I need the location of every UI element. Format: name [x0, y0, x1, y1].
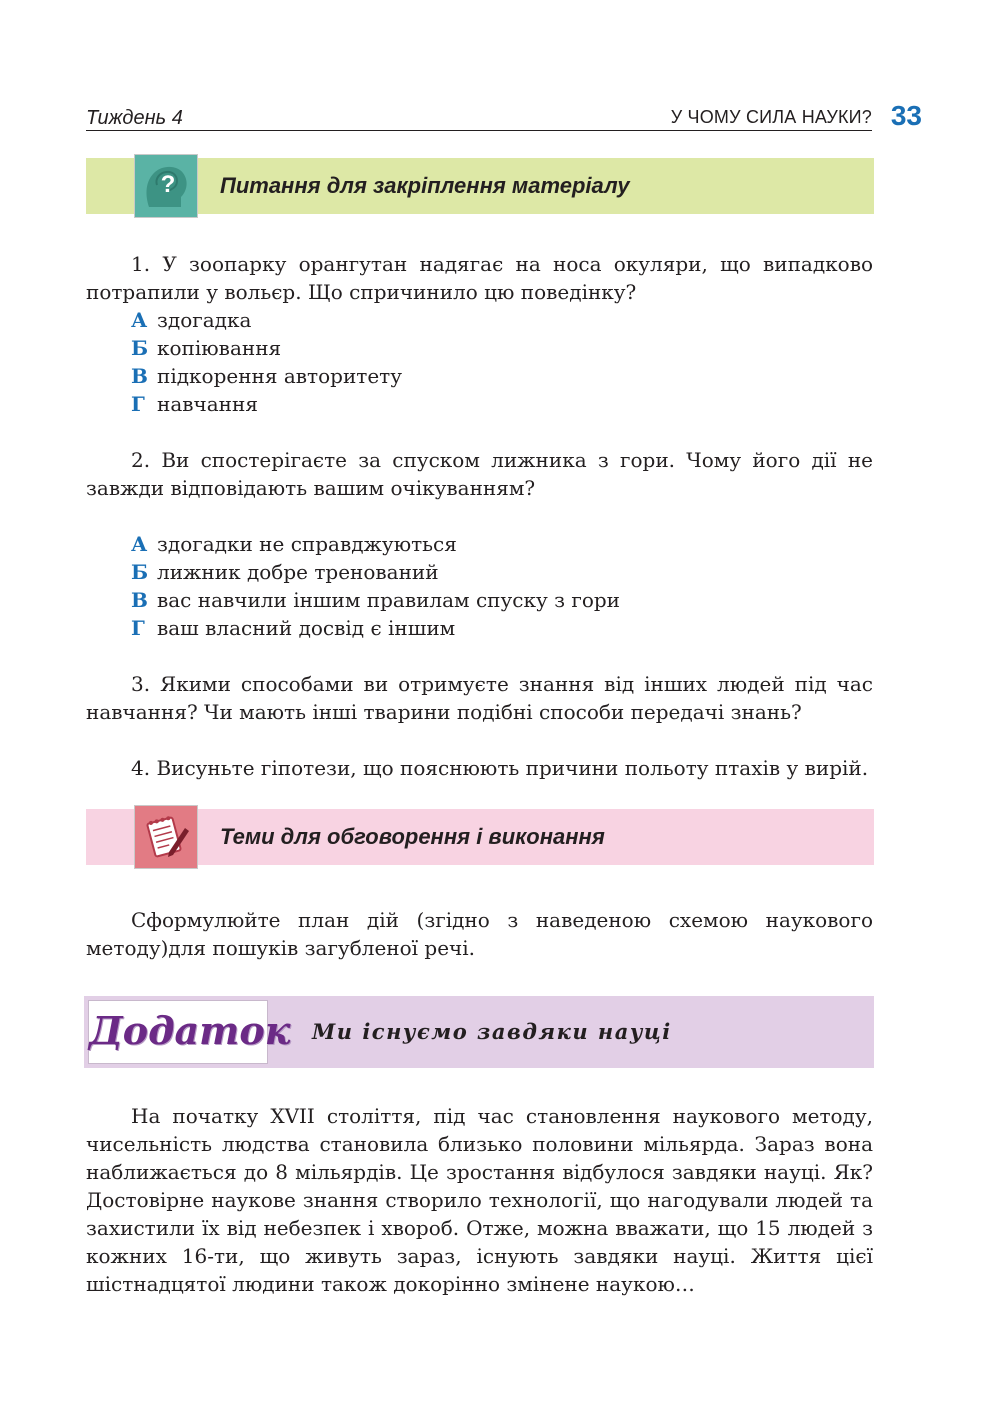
- notepad-pencil-icon: [134, 805, 198, 869]
- question-3-text: 3. Якими способами ви отримуєте знання від інших людей під час навчання? Чи мають інші тварини подібні способи передачі знань?: [86, 672, 873, 724]
- question-1-options: [131, 306, 402, 418]
- question-1-text: 1. У зоопарку орангутан надягає на носа окуляри, що випадково потрапили у вольєр. Що спричинило цю поведінку?: [86, 252, 873, 304]
- question-2-options: [131, 530, 620, 642]
- topics-banner: [86, 809, 874, 865]
- page-number: 33: [890, 100, 922, 131]
- head-question-icon: [134, 154, 198, 218]
- option: А здогадки не справджуються: [131, 532, 457, 556]
- page-header: [86, 100, 922, 140]
- topics-text: Сформулюйте план дій (згідно з наведеною схемою наукового методу)для пошуків загубленої речі.: [86, 908, 873, 960]
- questions-banner: [86, 158, 874, 214]
- option: Г ваш власний досвід є іншим: [131, 616, 456, 640]
- appendix-banner: [84, 996, 874, 1068]
- option: А здогадка: [131, 308, 252, 332]
- option: Г навчання: [131, 392, 258, 416]
- topics-banner-title: Теми для обговорення і виконання: [220, 824, 605, 849]
- question-4-text: 4. Висуньте гіпотези, що пояснюють причини польоту птахів у вирій.: [131, 756, 869, 780]
- questions-banner-title: Питання для закріплення матеріалу: [220, 173, 630, 198]
- question-2-text: 2. Ви спостерігаєте за спуском лижника з гори. Чому його дії не завжди відповідають вашим очікуванням?: [86, 448, 873, 500]
- header-rule: [86, 130, 872, 131]
- week-label: Тиждень 4: [86, 107, 183, 129]
- appendix-text: На початку XVII століття, під час становлення наукового методу, чисельність людства становила близько половини мільярда. Зараз вона наближається до 8 мільярдів. Це зростання відбулося завдяки науці. Як? Достовірне наукове знання створило технології, що нагодували людей та захистили їх від небезпек і хвороб. Отже, можна вважати, що 15 людей з кожних 16-ти, що живуть зараз, існують завдяки науці. Життя цієї шістнадцятої людини також докорінно змінене наукою…: [86, 1104, 873, 1296]
- option: Б лижник добре тренований: [131, 560, 439, 584]
- option: В підкорення авторитету: [131, 364, 403, 388]
- section-title: У ЧОМУ СИЛА НАУКИ?: [670, 107, 872, 127]
- appendix-label: Додаток: [88, 1000, 268, 1064]
- svg-text:?: ?: [160, 171, 176, 198]
- appendix-title: Ми існуємо завдяки науці: [312, 1019, 672, 1044]
- option: Б копіювання: [131, 336, 282, 360]
- option: В вас навчили іншим правилам спуску з гори: [131, 588, 620, 612]
